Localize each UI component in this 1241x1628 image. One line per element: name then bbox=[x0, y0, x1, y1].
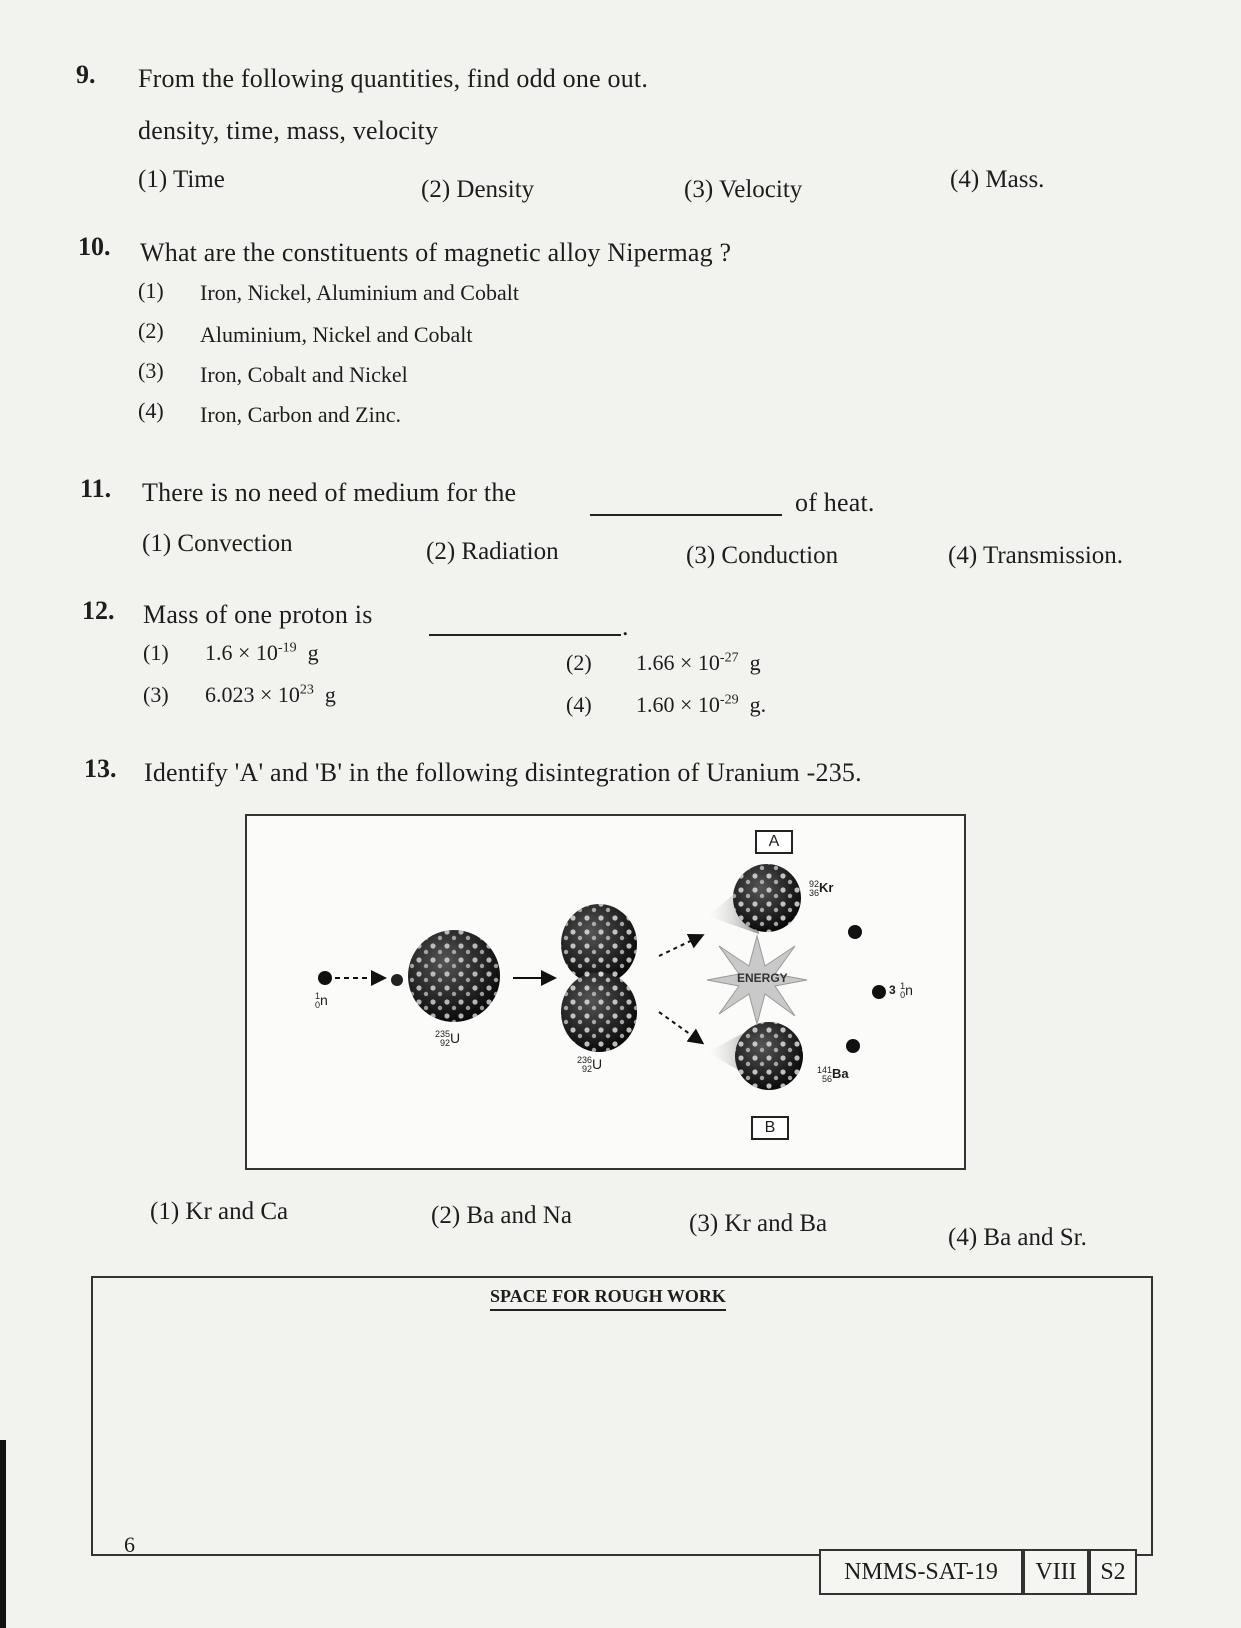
question-10-text: What are the constituents of magnetic alloy Nipermag ? bbox=[140, 238, 732, 267]
q12-option-1-mantissa: 1.6 × 10 bbox=[205, 640, 278, 665]
question-13-number: 13. bbox=[84, 754, 117, 783]
q11-option-4[interactable]: (4) Transmission. bbox=[948, 542, 1124, 569]
kr-mass-number: 92 bbox=[809, 879, 820, 889]
question-12-blank[interactable] bbox=[429, 634, 621, 636]
neutrons-out-symbol: n bbox=[905, 982, 913, 998]
energy-label: ENERGY bbox=[737, 971, 788, 985]
question-11-number: 11. bbox=[80, 474, 112, 503]
question-10-number: 10. bbox=[78, 232, 111, 261]
q12-option-1-unit: g bbox=[307, 640, 319, 665]
question-9-subtext: density, time, mass, velocity bbox=[138, 116, 439, 145]
footer-set: S2 bbox=[1089, 1549, 1137, 1595]
neutron-mass-number: 1 bbox=[315, 991, 321, 1001]
absorbed-neutron bbox=[391, 974, 403, 986]
barium-notation bbox=[817, 1066, 849, 1084]
krypton-notation bbox=[809, 880, 833, 898]
q12-option-2-unit: g bbox=[749, 650, 761, 675]
q12-option-4-exponent: -29 bbox=[719, 692, 739, 708]
q9-option-3[interactable]: (3) Velocity bbox=[684, 176, 803, 203]
q12-option-1-exponent: -19 bbox=[277, 640, 297, 656]
u235-mass-number: 235 bbox=[435, 1029, 451, 1039]
q12-option-4[interactable] bbox=[636, 692, 766, 718]
question-12-number: 12. bbox=[82, 596, 115, 625]
kr-symbol: Kr bbox=[819, 880, 834, 895]
q9-option-1[interactable]: (1) Time bbox=[138, 166, 225, 193]
q10-option-3[interactable]: Iron, Cobalt and Nickel bbox=[200, 362, 408, 387]
question-9-text: From the following quantities, find odd one out. bbox=[138, 64, 649, 93]
neutron-symbol: n bbox=[320, 992, 328, 1008]
footer-class: VIII bbox=[1023, 1549, 1089, 1595]
neutrons-out-count: 3 bbox=[889, 983, 896, 997]
neutron-in-notation bbox=[315, 992, 328, 1010]
ba-mass-number: 141 bbox=[817, 1065, 833, 1075]
rough-work-box[interactable] bbox=[91, 1276, 1153, 1556]
question-11-text: There is no need of medium for the bbox=[142, 478, 517, 507]
u235-notation bbox=[435, 1030, 460, 1048]
question-12-period: . bbox=[622, 612, 629, 641]
barium-fragment bbox=[707, 1022, 803, 1090]
neutron-atomic-number: 0 bbox=[315, 1000, 321, 1010]
q11-option-1[interactable]: (1) Convection bbox=[142, 530, 293, 557]
q10-option-4[interactable]: Iron, Carbon and Zinc. bbox=[200, 402, 401, 427]
u235-symbol: U bbox=[450, 1030, 461, 1046]
u235-atomic-number: 92 bbox=[440, 1038, 451, 1048]
q10-option-1[interactable]: Iron, Nickel, Aluminium and Cobalt bbox=[200, 280, 519, 305]
uranium-fission-figure bbox=[245, 814, 966, 1170]
krypton-fragment bbox=[707, 864, 801, 934]
q11-option-2[interactable]: (2) Radiation bbox=[426, 538, 559, 565]
u236-notation bbox=[577, 1056, 602, 1074]
q13-option-2[interactable]: (2) Ba and Na bbox=[431, 1202, 572, 1229]
question-13-text: Identify 'A' and 'B' in the following disintegration of Uranium -235. bbox=[144, 758, 862, 787]
split-arrow-down bbox=[659, 1012, 701, 1042]
q12-option-3-exponent: 23 bbox=[299, 682, 314, 698]
q10-option-2[interactable]: Aluminium, Nickel and Cobalt bbox=[200, 322, 473, 347]
u236-symbol: U bbox=[592, 1056, 603, 1072]
ba-atomic-number: 56 bbox=[822, 1074, 833, 1084]
split-arrow-up bbox=[659, 936, 701, 956]
q10-option-4-number: (4) bbox=[138, 398, 164, 423]
q13-option-4[interactable]: (4) Ba and Sr. bbox=[948, 1224, 1087, 1251]
rough-work-title: SPACE FOR ROUGH WORK bbox=[490, 1286, 726, 1311]
q13-option-3[interactable]: (3) Kr and Ba bbox=[689, 1210, 828, 1237]
page-number: 6 bbox=[124, 1532, 135, 1557]
scan-edge-shadow bbox=[0, 1440, 6, 1628]
q9-option-4[interactable]: (4) Mass. bbox=[950, 166, 1045, 193]
q12-option-1[interactable] bbox=[205, 640, 319, 666]
uranium-236-nucleus bbox=[561, 904, 637, 1052]
q12-option-1-number: (1) bbox=[143, 640, 169, 665]
u236-atomic-number: 92 bbox=[582, 1064, 593, 1074]
neutrons-out-mass-number: 1 bbox=[900, 981, 906, 991]
label-a-box: A bbox=[755, 830, 793, 854]
uranium-235-nucleus bbox=[408, 930, 500, 1022]
outgoing-neutron-3 bbox=[846, 1039, 860, 1053]
neutrons-out-atomic-number: 0 bbox=[900, 990, 906, 1000]
q12-option-3-unit: g bbox=[324, 682, 336, 707]
ba-symbol: Ba bbox=[832, 1066, 849, 1081]
question-12-text: Mass of one proton is bbox=[143, 600, 373, 629]
fission-diagram bbox=[247, 816, 964, 1168]
q12-option-3-number: (3) bbox=[143, 682, 169, 707]
incoming-neutron bbox=[318, 971, 332, 985]
q12-option-2-mantissa: 1.66 × 10 bbox=[636, 650, 720, 675]
kr-atomic-number: 36 bbox=[809, 888, 820, 898]
q12-option-2[interactable] bbox=[636, 650, 761, 676]
q11-option-3[interactable]: (3) Conduction bbox=[686, 542, 839, 569]
q10-option-3-number: (3) bbox=[138, 358, 164, 383]
question-11-text-after: of heat. bbox=[795, 488, 875, 517]
u236-mass-number: 236 bbox=[577, 1055, 593, 1065]
q12-option-4-number: (4) bbox=[566, 692, 592, 717]
footer-exam-code: NMMS-SAT-19 bbox=[819, 1549, 1023, 1595]
q12-option-4-unit: g. bbox=[749, 692, 767, 717]
question-11-blank[interactable] bbox=[590, 514, 782, 516]
outgoing-neutron-2 bbox=[872, 985, 886, 999]
q12-option-3-mantissa: 6.023 × 10 bbox=[205, 682, 300, 707]
q10-option-1-number: (1) bbox=[138, 278, 164, 303]
q12-option-3[interactable] bbox=[205, 682, 336, 708]
q9-option-2[interactable]: (2) Density bbox=[421, 176, 535, 203]
q10-option-2-number: (2) bbox=[138, 318, 164, 343]
question-9-number: 9. bbox=[76, 60, 96, 89]
q13-option-1[interactable]: (1) Kr and Ca bbox=[150, 1198, 289, 1225]
neutrons-out-notation bbox=[889, 982, 913, 1000]
q12-option-2-exponent: -27 bbox=[719, 650, 739, 666]
label-b-box: B bbox=[751, 1116, 789, 1140]
outgoing-neutron-1 bbox=[848, 925, 862, 939]
q12-option-4-mantissa: 1.60 × 10 bbox=[636, 692, 720, 717]
q12-option-2-number: (2) bbox=[566, 650, 592, 675]
